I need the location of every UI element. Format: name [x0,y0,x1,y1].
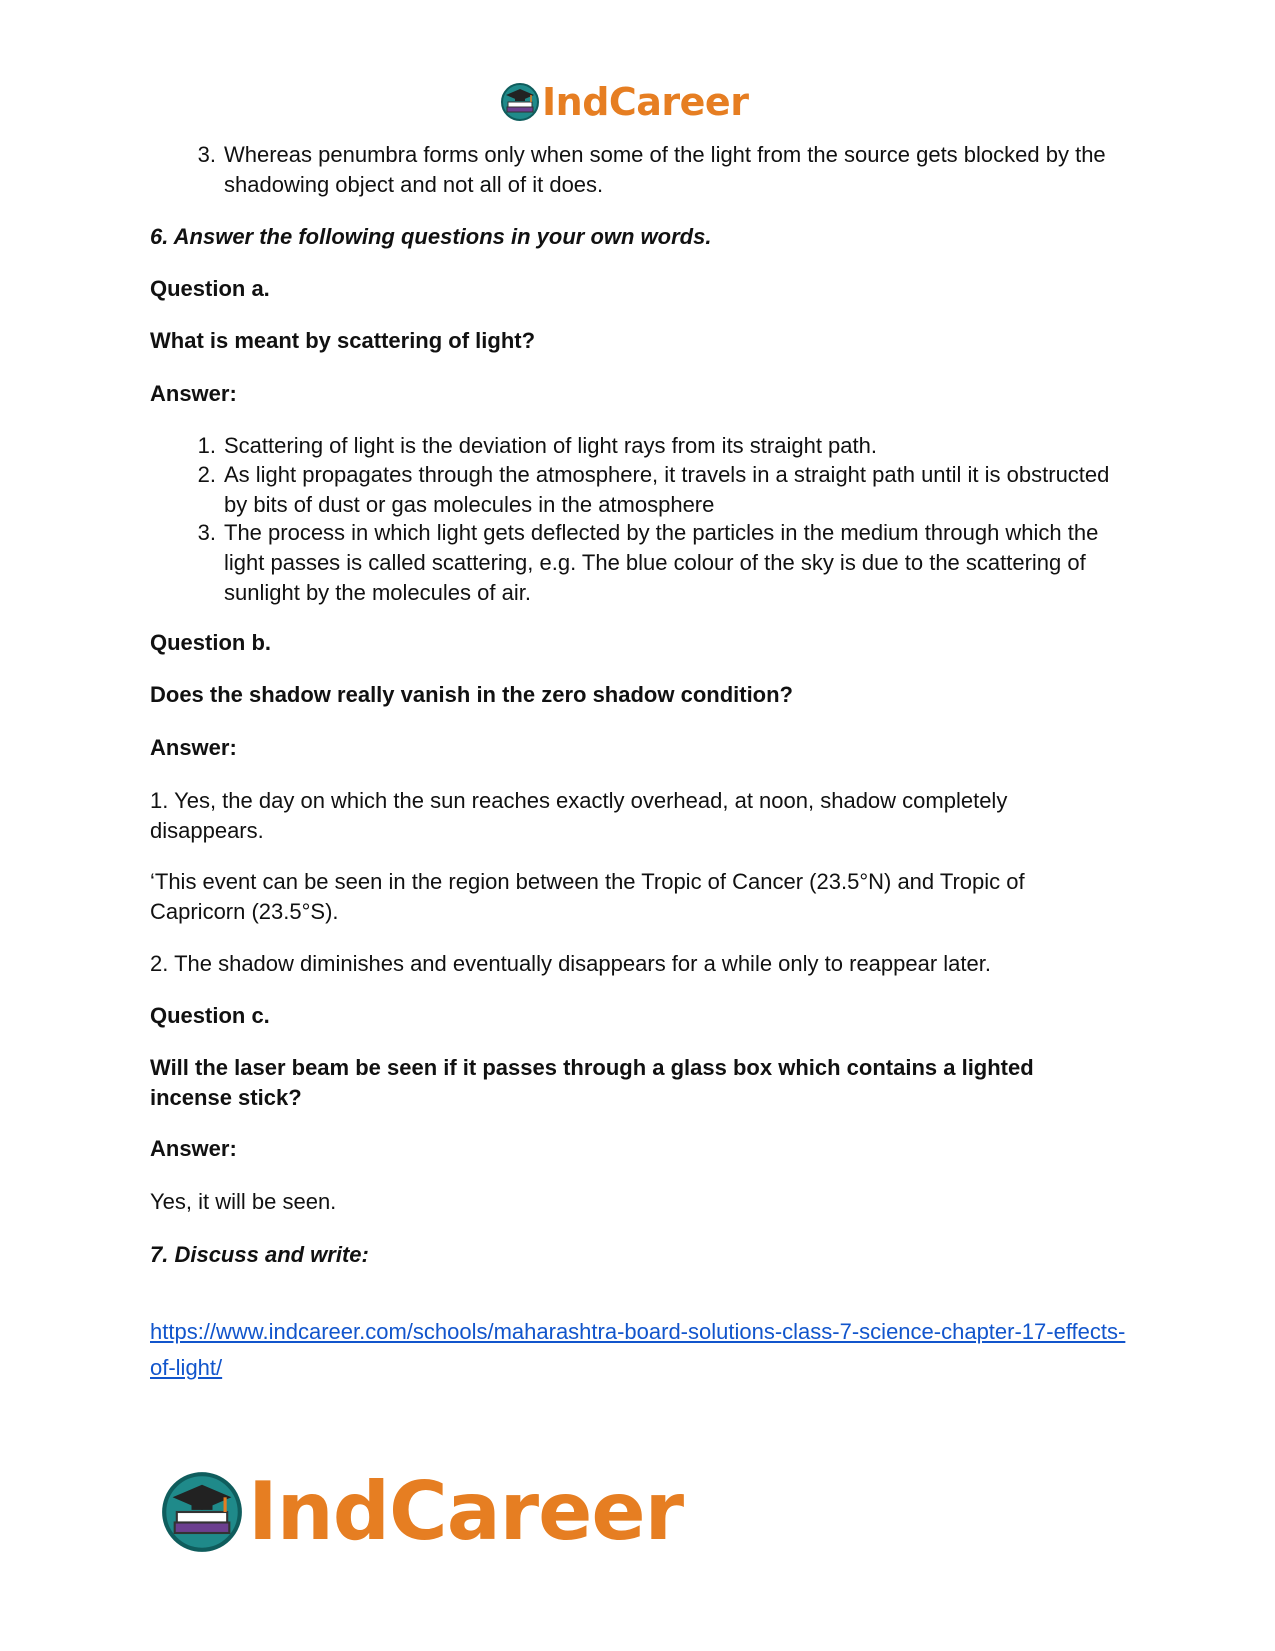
list-item [150,460,1110,520]
answer-label: Answer: [150,1136,237,1161]
list-number: 2. [197,462,216,487]
brand-wordmark: IndCareer [248,1465,684,1558]
question-text: Will the laser beam be seen if it passes through a glass box which contains a lighted incense stick? [150,1055,1034,1110]
list-text: Scattering of light is the deviation of light rays from its straight path. [224,433,877,458]
answer-paragraph: ‘This event can be seen in the region between the Tropic of Cancer (23.5°N) and Tropic of Capricorn (23.5°S). [150,869,1025,924]
answer-paragraph: 2. The shadow diminishes and eventually disappears for a while only to reappear later. [150,951,991,976]
list-text: As light propagates through the atmosphere, it travels in a straight path until it is obstructed by bits of dust or gas molecules in the atmosphere [224,462,1110,517]
answer-label: Answer: [150,735,237,760]
question-label: Question c. [150,1003,270,1028]
list-item [150,431,1110,461]
list-text: Whereas penumbra forms only when some of the light from the source gets blocked by the shadowing object and not all of it does. [224,142,1106,197]
list-item [150,518,1110,608]
list-item [150,140,1110,200]
question-text: Does the shadow really vanish in the zero shadow condition? [150,682,793,707]
graduation-cap-book-icon [160,1470,244,1554]
header-logo [500,80,748,124]
list-number: 3. [197,520,216,545]
footer-logo [160,1465,683,1558]
section-heading-q7: 7. Discuss and write: [150,1242,369,1267]
question-label: Question a. [150,276,270,301]
answer-paragraph: Yes, it will be seen. [150,1189,337,1214]
list-number: 1. [197,433,216,458]
question-label: Question b. [150,630,271,655]
answer-label: Answer: [150,381,237,406]
question-text: What is meant by scattering of light? [150,328,536,353]
brand-wordmark: IndCareer [542,80,749,124]
answer-paragraph: 1. Yes, the day on which the sun reaches exactly overhead, at noon, shadow completely disappears. [150,788,1008,843]
source-url-link[interactable]: https://www.indcareer.com/schools/maharashtra-board-solutions-class-7-science-chapter-17-effects-of-light/ [150,1319,1126,1380]
list-number: 3. [197,142,216,167]
section-heading-q6: 6. Answer the following questions in your own words. [150,224,712,249]
list-text: The process in which light gets deflected by the particles in the medium through which the light passes is called scattering, e.g. The blue colour of the sky is due to the scattering of sunlight by the molecules of air. [224,520,1099,605]
graduation-cap-book-icon [500,82,540,122]
